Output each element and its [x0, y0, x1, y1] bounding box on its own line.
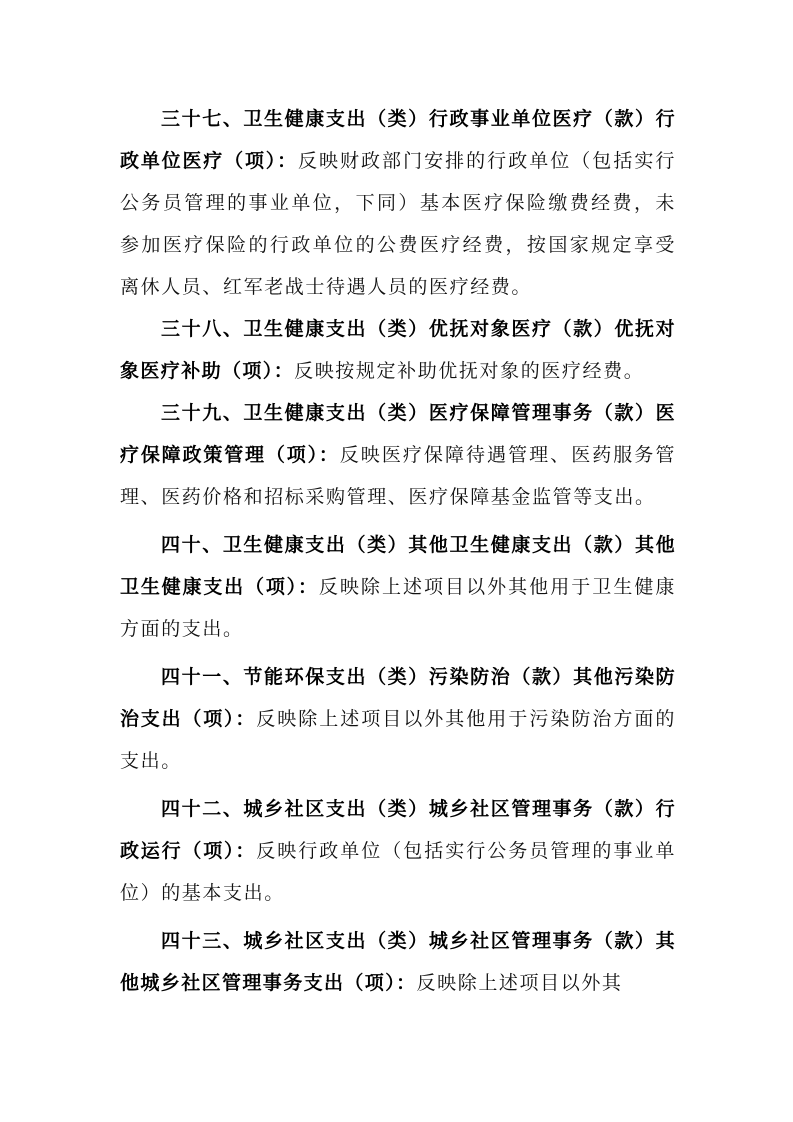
paragraph-heading: 四十、卫生健康支出（类）其他卫生健康支出（款）其他卫生健康支出（项）： [120, 534, 676, 598]
paragraph-text: 反映除上述项目以外其 [416, 972, 623, 994]
paragraph-42 [120, 788, 676, 914]
paragraph-40 [120, 524, 676, 650]
paragraph-41 [120, 656, 676, 782]
paragraph-text: 反映行政单位（包括实行公务员管理的事业单位）的基本支出。 [120, 840, 676, 904]
paragraph-43 [120, 920, 676, 1004]
paragraph-text: 反映除上述项目以外其他用于卫生健康方面的支出。 [120, 576, 676, 640]
paragraph-text: 反映医疗保障待遇管理、医药服务管理、医药价格和招标采购管理、医疗保障基金监管等支出。 [120, 444, 676, 508]
paragraph-37 [120, 98, 676, 308]
paragraph-38 [120, 308, 676, 392]
paragraph-heading: 三十七、卫生健康支出（类）行政事业单位医疗（款）行政单位医疗（项）： [120, 108, 676, 172]
paragraph-text: 反映财政部门安排的行政单位（包括实行公务员管理的事业单位，下同）基本医疗保险缴费经费，未参加医疗保险的行政单位的公费医疗经费，按国家规定享受离休人员、红军老战士待遇人员的医疗经费。 [120, 150, 676, 298]
paragraph-heading: 四十一、节能环保支出（类）污染防治（款）其他污染防治支出（项）： [120, 666, 676, 730]
document-body [120, 98, 676, 1004]
paragraph-heading: 四十二、城乡社区支出（类）城乡社区管理事务（款）行政运行（项）： [120, 798, 676, 862]
paragraph-heading: 三十九、卫生健康支出（类）医疗保障管理事务（款）医疗保障政策管理（项）： [120, 402, 676, 466]
paragraph-heading: 四十三、城乡社区支出（类）城乡社区管理事务（款）其他城乡社区管理事务支出（项）： [120, 930, 676, 994]
paragraph-text: 反映按规定补助优抚对象的医疗经费。 [294, 360, 645, 382]
paragraph-heading: 三十八、卫生健康支出（类）优抚对象医疗（款）优抚对象医疗补助（项）： [120, 318, 676, 382]
paragraph-39 [120, 392, 676, 518]
paragraph-text: 反映除上述项目以外其他用于污染防治方面的支出。 [120, 708, 676, 772]
